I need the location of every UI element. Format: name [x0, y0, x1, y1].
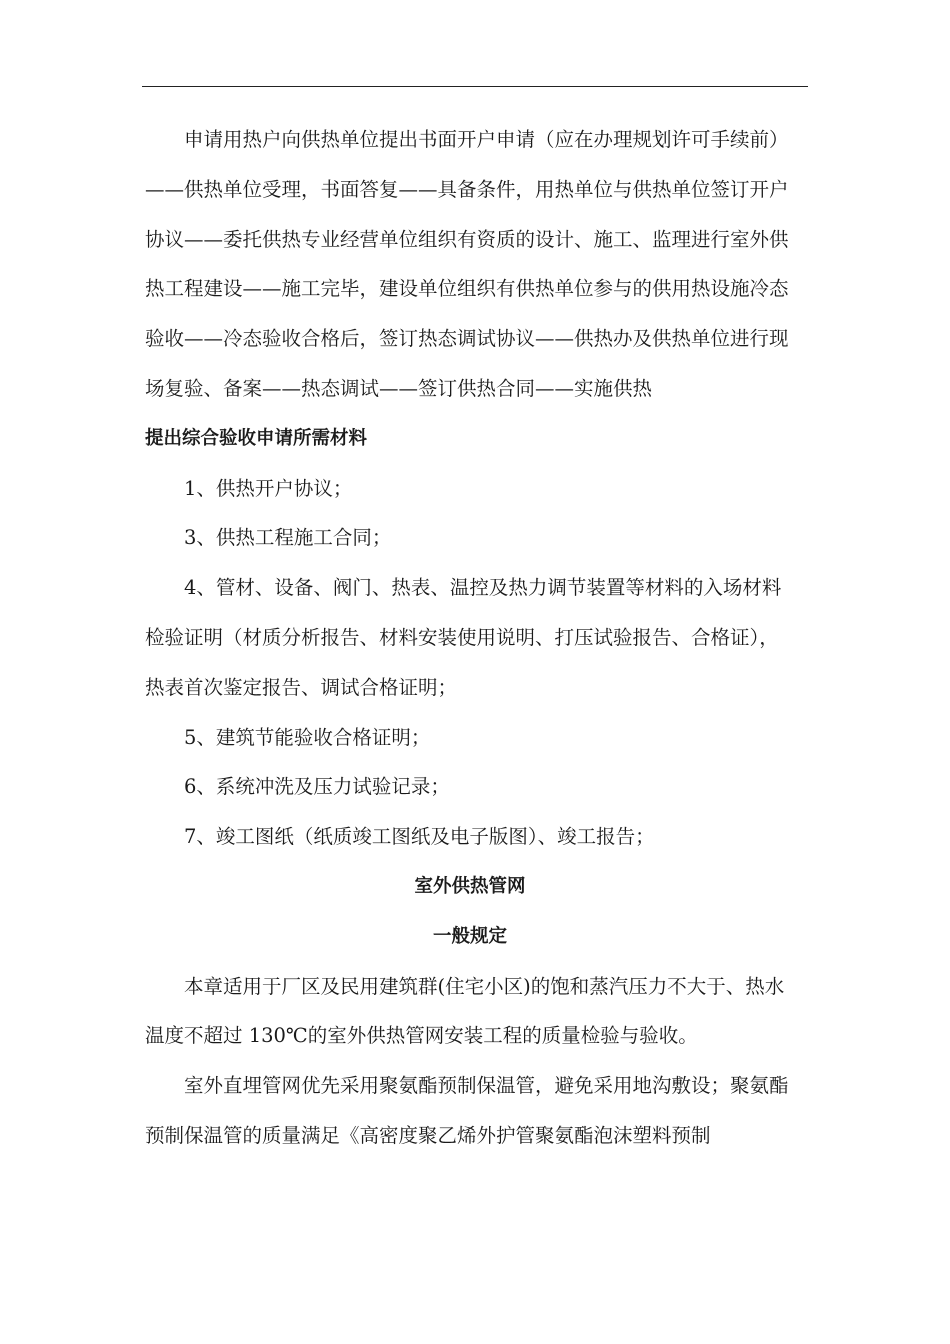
material-item: 5、建筑节能验收合格证明； [184, 725, 431, 749]
material-item: 4、管材、设备、阀门、热表、温控及热力调节装置等材料的入场材料检验证明（材质分析报告、材料安装使用说明、打压试验报告、合格证），热表首次鉴定报告、调试合格证明； [145, 576, 782, 699]
section-title: 室外供热管网 [414, 875, 526, 897]
material-item: 3、供热工程施工合同； [184, 526, 392, 550]
pipe-paragraph: 室外直埋管网优先采用聚氨酯预制保温管，避免采用地沟敷设；聚氨酯预制保温管的质量满足《高密度聚乙烯外护管聚氨酯泡沫塑料预制 [145, 1074, 789, 1147]
document-body [145, 115, 795, 1161]
material-item: 1、供热开户协议； [184, 476, 353, 500]
process-paragraph: 申请用热户向供热单位提出书面开户申请（应在办理规划许可手续前）——供热单位受理，书面答复——具备条件，用热单位与供热单位签订开户协议——委托供热专业经营单位组织有资质的设计、施工、监理进行室外供热工程建设——施工完毕，建设单位组织有供热单位参与的供用热设施冷态验收——冷态验收合格后，签订热态调试协议——供热办及供热单位进行现场复验、备案——热态调试——签订供热合同——实施供热 [145, 128, 789, 400]
materials-heading: 提出综合验收申请所需材料 [145, 427, 368, 449]
material-item: 6、系统冲洗及压力试验记录； [184, 775, 450, 799]
header-rule [142, 86, 808, 87]
material-item: 7、竣工图纸（纸质竣工图纸及电子版图）、竣工报告； [184, 825, 655, 849]
subsection-title: 一般规定 [432, 925, 507, 947]
scope-paragraph: 本章适用于厂区及民用建筑群(住宅小区)的饱和蒸汽压力不大于、热水温度不超过 130℃的室外供热管网安装工程的质量检验与验收。 [145, 974, 785, 1048]
